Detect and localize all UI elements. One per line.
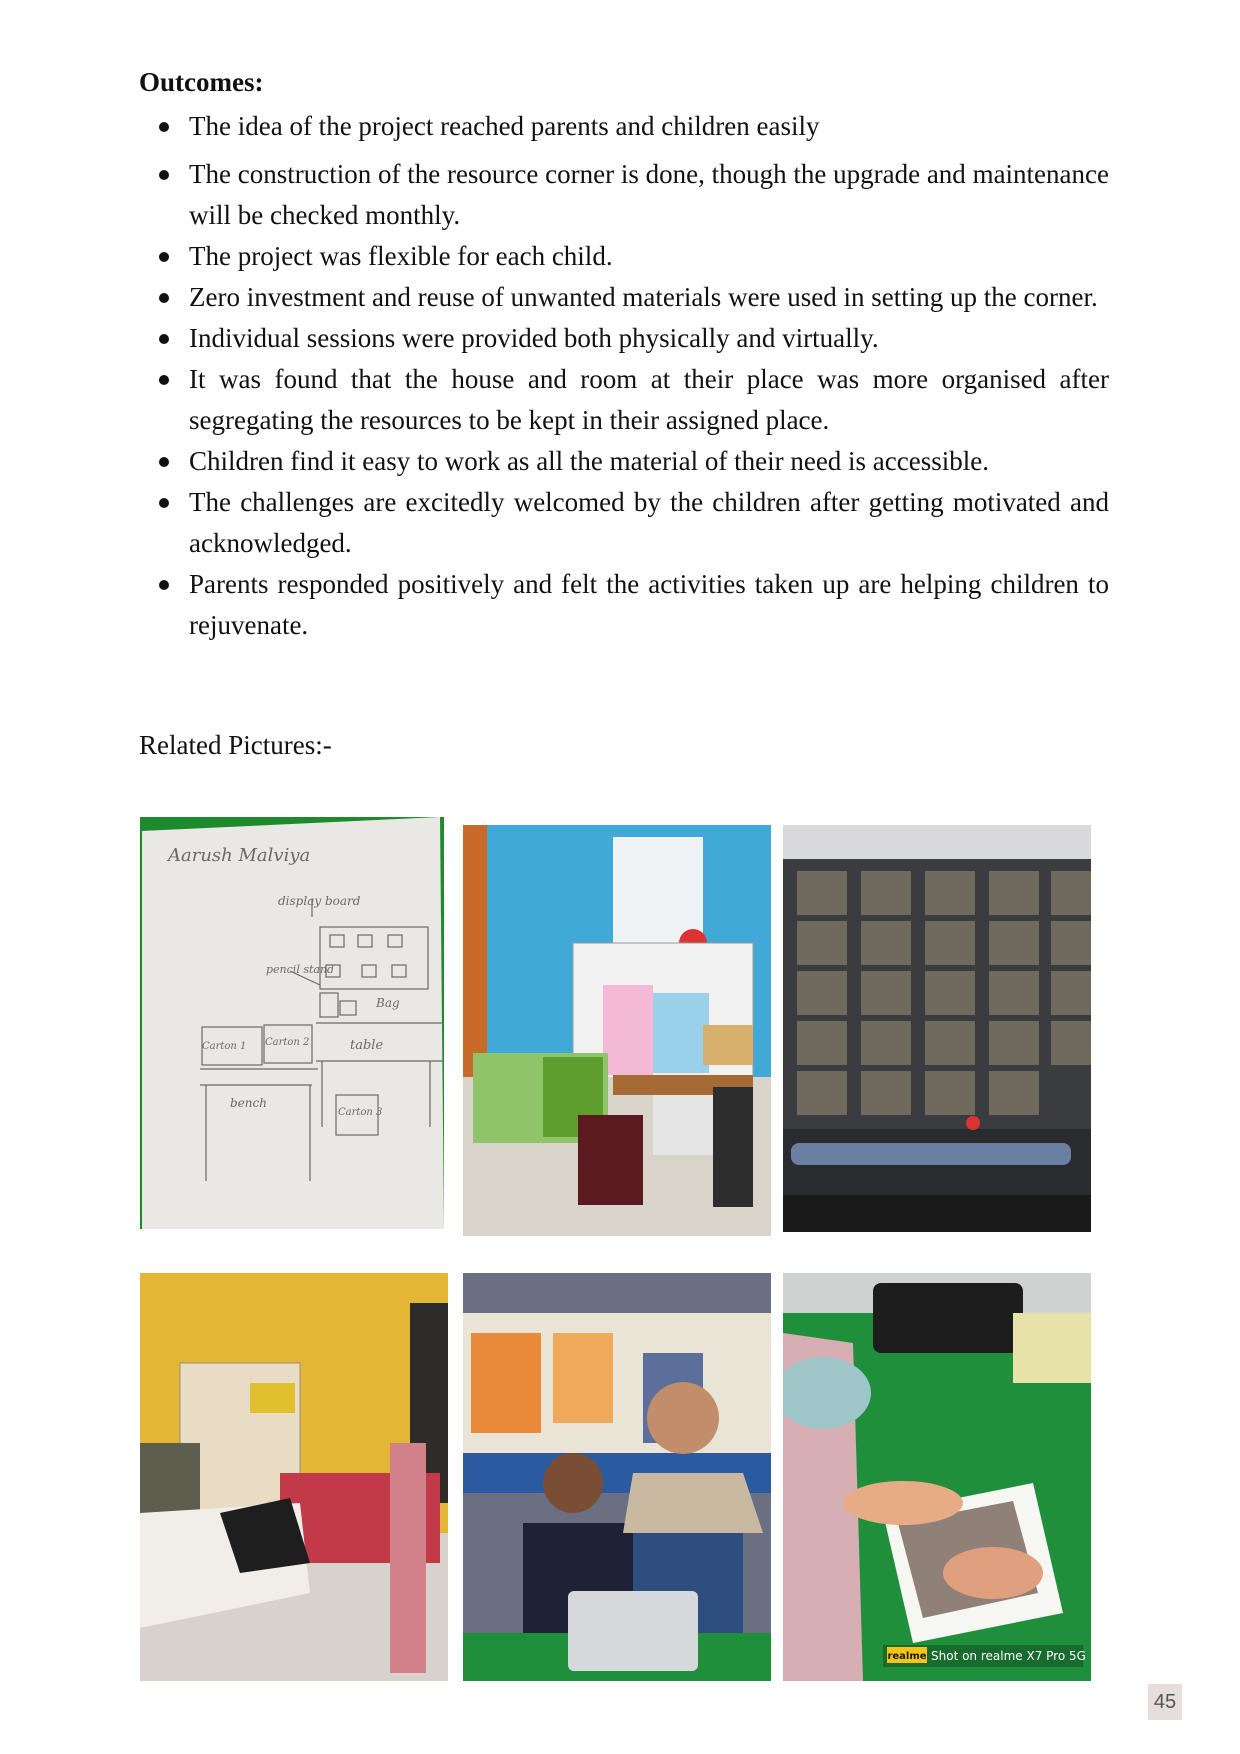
sketch-label-table: table xyxy=(350,1038,384,1053)
bullet-icon xyxy=(159,580,169,590)
bullet-icon xyxy=(159,457,169,467)
corner-scene xyxy=(463,825,771,1236)
list-item: Zero investment and reuse of unwanted materials were used in setting up the corner. xyxy=(139,277,1109,318)
bullet-icon xyxy=(159,334,169,344)
related-pictures-heading: Related Pictures:- xyxy=(139,730,332,760)
list-item: Individual sessions were provided both physically and virtually. xyxy=(139,318,1109,359)
outcomes-list xyxy=(139,106,1109,646)
sketch-label-pencil: pencil stand xyxy=(266,963,335,976)
sketch-photo xyxy=(140,817,444,1229)
list-item: The challenges are excitedly welcomed by the children after getting motivated and acknowledged. xyxy=(139,482,1109,564)
list-item: Parents responded positively and felt the activities taken up are helping children to rejuvenate. xyxy=(139,564,1109,646)
craft-scene xyxy=(783,1273,1091,1681)
home-corner-photo xyxy=(140,1273,448,1681)
camera-brand-badge: realme xyxy=(887,1651,927,1662)
video-call-screen xyxy=(783,825,1091,1232)
sketch-label-bag: Bag xyxy=(376,996,400,1010)
sketch-name: Aarush Malviya xyxy=(168,845,311,866)
list-item: The construction of the resource corner is done, though the upgrade and maintenance will be checked monthly. xyxy=(139,154,1109,236)
craft-photo xyxy=(783,1273,1091,1681)
list-item: Children find it easy to work as all the material of their need is accessible. xyxy=(139,441,1109,482)
sketch-label-carton3: Carton 3 xyxy=(338,1107,383,1118)
video-call-photo xyxy=(783,825,1091,1232)
outcomes-section xyxy=(139,64,1109,646)
outcomes-heading: Outcomes: xyxy=(139,67,264,97)
bullet-icon xyxy=(159,375,169,385)
bullet-icon xyxy=(159,122,169,132)
list-item: The project was flexible for each child. xyxy=(139,236,1109,277)
list-item: The idea of the project reached parents and children easily xyxy=(139,106,1109,147)
sketch-label-carton2: Carton 2 xyxy=(265,1037,310,1048)
home-corner-scene xyxy=(140,1273,448,1681)
teacher-laptop-photo xyxy=(463,1273,771,1681)
sketch-label-carton1: Carton 1 xyxy=(202,1041,247,1052)
bullet-icon xyxy=(159,252,169,262)
corner-photo xyxy=(463,825,771,1236)
bullet-icon xyxy=(159,293,169,303)
bullet-icon xyxy=(159,498,169,508)
page-number: 45 xyxy=(1148,1684,1182,1720)
sketch-drawing xyxy=(140,817,444,1229)
teacher-laptop-scene xyxy=(463,1273,771,1681)
sketch-label-display: display board xyxy=(278,894,361,908)
sketch-label-bench: bench xyxy=(230,1096,267,1110)
list-item: It was found that the house and room at their place was more organised after segregating the resources to be kept in their assigned place. xyxy=(139,359,1109,441)
camera-caption: Shot on realme X7 Pro 5G xyxy=(931,1649,1086,1663)
bullet-icon xyxy=(159,170,169,180)
